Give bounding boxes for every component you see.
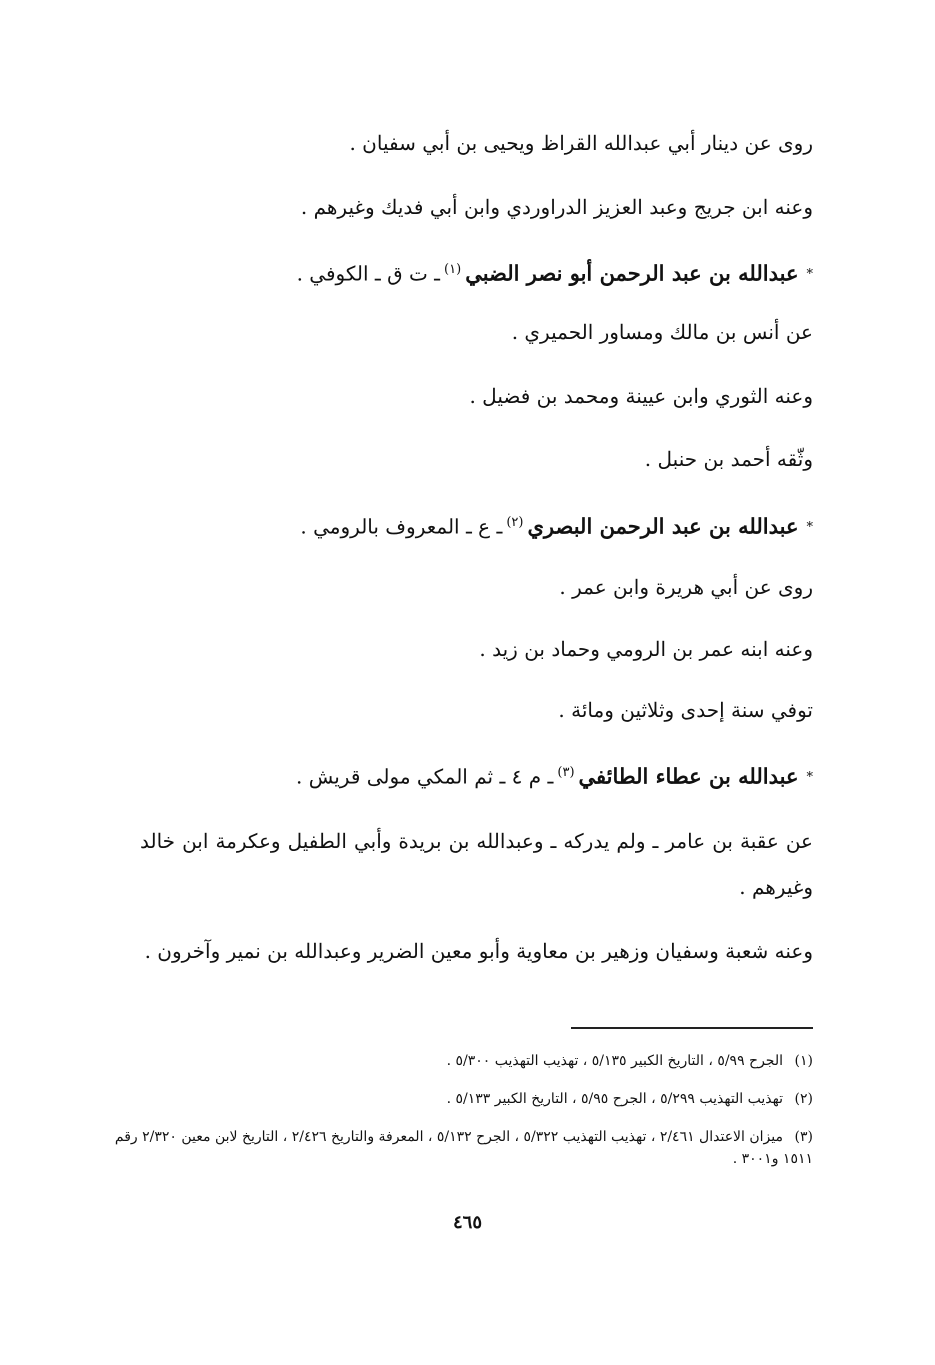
entry-description: ـ ع ـ المعروف بالرومي . <box>300 514 503 539</box>
footnote-text: الجرح ٥/٩٩ ، التاريخ الكبير ٥/١٣٥ ، تهذيب التهذيب ٥/٣٠٠ . <box>446 1053 783 1069</box>
footnote-text: ميزان الاعتدال ٢/٤٦١ ، تهذيب التهذيب ٥/٣٢٢ ، الجرح ٥/١٣٢ ، المعرفة والتاريخ ٢/٤٢٦ ، التاريخ لابن معين ٢/٣٢٠ رقم ١٥١١ و٣٠٠١ . <box>114 1129 813 1167</box>
entry-heading <box>297 253 813 292</box>
footnote <box>113 1050 813 1072</box>
text-line: روى عن دينار أبي عبدالله القراظ ويحيى بن أبي سفيان . <box>349 131 813 155</box>
text-line: توفي سنة إحدى وثلاثين ومائة . <box>558 698 813 722</box>
entry-marker: * <box>806 520 813 536</box>
footnote-number: (٣) <box>794 1129 813 1145</box>
footnote-number: (١) <box>794 1053 813 1069</box>
footnote-separator <box>571 1027 813 1029</box>
footnote <box>113 1088 813 1110</box>
entry-name: عبدالله بن عبد الرحمن أبو نصر الضبي <box>465 260 799 286</box>
paragraph: وعنه شعبة وسفيان وزهير بن معاوية وأبو معين الضرير وعبدالله بن نمير وآخرون . <box>144 939 813 963</box>
entry-name: عبدالله بن عبد الرحمن البصري <box>527 513 799 539</box>
footnote-number: (٢) <box>794 1091 813 1107</box>
footnote-text: تهذيب التهذيب ٥/٢٩٩ ، الجرح ٥/٩٥ ، التاريخ الكبير ٥/١٣٣ . <box>446 1091 783 1107</box>
text-line: عن أنس بن مالك ومساور الحميري . <box>511 320 813 344</box>
text-line: وعنه ابنه عمر بن الرومي وحماد بن زيد . <box>479 637 813 661</box>
entry-description: ـ م ٤ ـ ثم المكي مولى قريش . <box>296 764 554 789</box>
entry-heading <box>300 506 813 545</box>
page-number: ٤٦٥ <box>452 1212 482 1233</box>
paragraph: عن عقبة بن عامر ـ ولم يدركه ـ وعبدالله بن بريدة وأبي الطفيل وعكرمة ابن خالد وغيرهم . <box>140 829 813 899</box>
footnote-reference: (٣) <box>557 765 575 780</box>
entry-marker: * <box>806 267 813 283</box>
text-line: وثّقه أحمد بن حنبل . <box>644 447 813 471</box>
entry-name: عبدالله بن عطاء الطائفي <box>578 763 799 789</box>
text-line: وعنه ابن جريج وعبد العزيز الدراوردي وابن أبي فديك وغيرهم . <box>300 195 813 219</box>
entry-description: ـ ت ق ـ الكوفي . <box>296 261 441 286</box>
footnote-reference: (١) <box>444 262 462 277</box>
entry-marker: * <box>806 770 813 786</box>
text-line: روى عن أبي هريرة وابن عمر . <box>559 575 813 599</box>
text-line: وعنه الثوري وابن عيينة ومحمد بن فضيل . <box>469 384 813 408</box>
footnote-reference: (٢) <box>506 515 524 530</box>
entry-heading <box>296 756 813 795</box>
footnote <box>113 1126 813 1170</box>
